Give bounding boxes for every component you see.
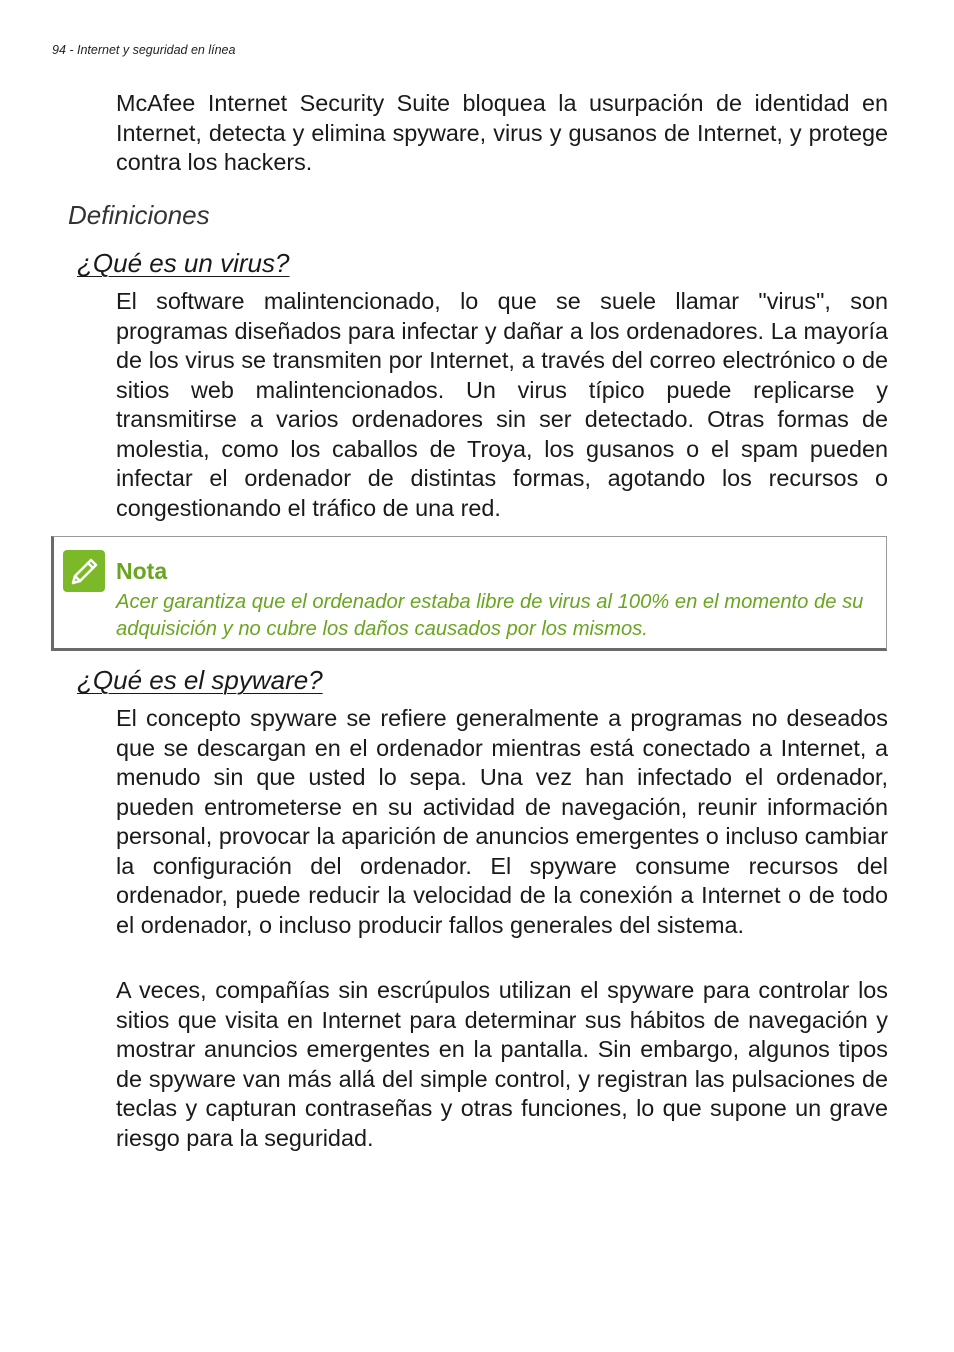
spyware-paragraph-1: El concepto spyware se refiere generalmente a programas no deseados que se descargan en el ordenador mientras está conectado a Internet, a menudo sin que usted lo sepa. Una vez han infectado el ordenador, pueden entrometerse en su actividad de navegación, reunir información personal, provocar la aparición de anuncios emergentes o incluso cambiar la configuración del ordenador. El spyware consume recursos del ordenador, puede reducir la velocidad de la conexión a Internet o de todo el ordenador, o incluso producir fallos generales del sistema.	[116, 705, 888, 938]
heading-spyware: ¿Qué es el spyware?	[77, 665, 323, 695]
heading-virus: ¿Qué es un virus?	[77, 248, 290, 278]
note-title: Nota	[116, 558, 168, 584]
pencil-icon	[63, 550, 105, 592]
running-header: 94 - Internet y seguridad en línea	[52, 43, 236, 57]
virus-paragraph: El software malintencionado, lo que se suele llamar "virus", son programas diseñados para infectar y dañar a los ordenadores. La mayoría de los virus se transmiten por Internet, a través del correo electrónico o de sitios web malintencionados. Un virus típico puede replicarse y transmitirse a varios ordenadores sin ser detectado. Otras formas de molestia, como los caballos de Troya, los gusanos o el spam pueden infectar el ordenador de distintas formas, agotando los recursos o congestionando el tráfico de una red.	[116, 288, 888, 521]
spyware-paragraph-2: A veces, compañías sin escrúpulos utilizan el spyware para controlar los sitios que visita en Internet para determinar sus hábitos de navegación y mostrar anuncios emergentes en la pantalla. Sin embargo, algunos tipos de spyware van más allá del simple control, y registran las pulsaciones de teclas y capturan contraseñas y otras funciones, lo que supone un grave riesgo para la seguridad.	[116, 977, 888, 1151]
note-box	[51, 536, 887, 651]
section-title-definiciones: Definiciones	[68, 200, 210, 230]
intro-paragraph: McAfee Internet Security Suite bloquea la usurpación de identidad en Internet, detecta y elimina spyware, virus y gusanos de Internet, y protege contra los hackers.	[116, 90, 888, 175]
note-text: Acer garantiza que el ordenador estaba libre de virus al 100% en el momento de su adquisición y no cubre los daños causados por los mismos.	[116, 591, 864, 640]
